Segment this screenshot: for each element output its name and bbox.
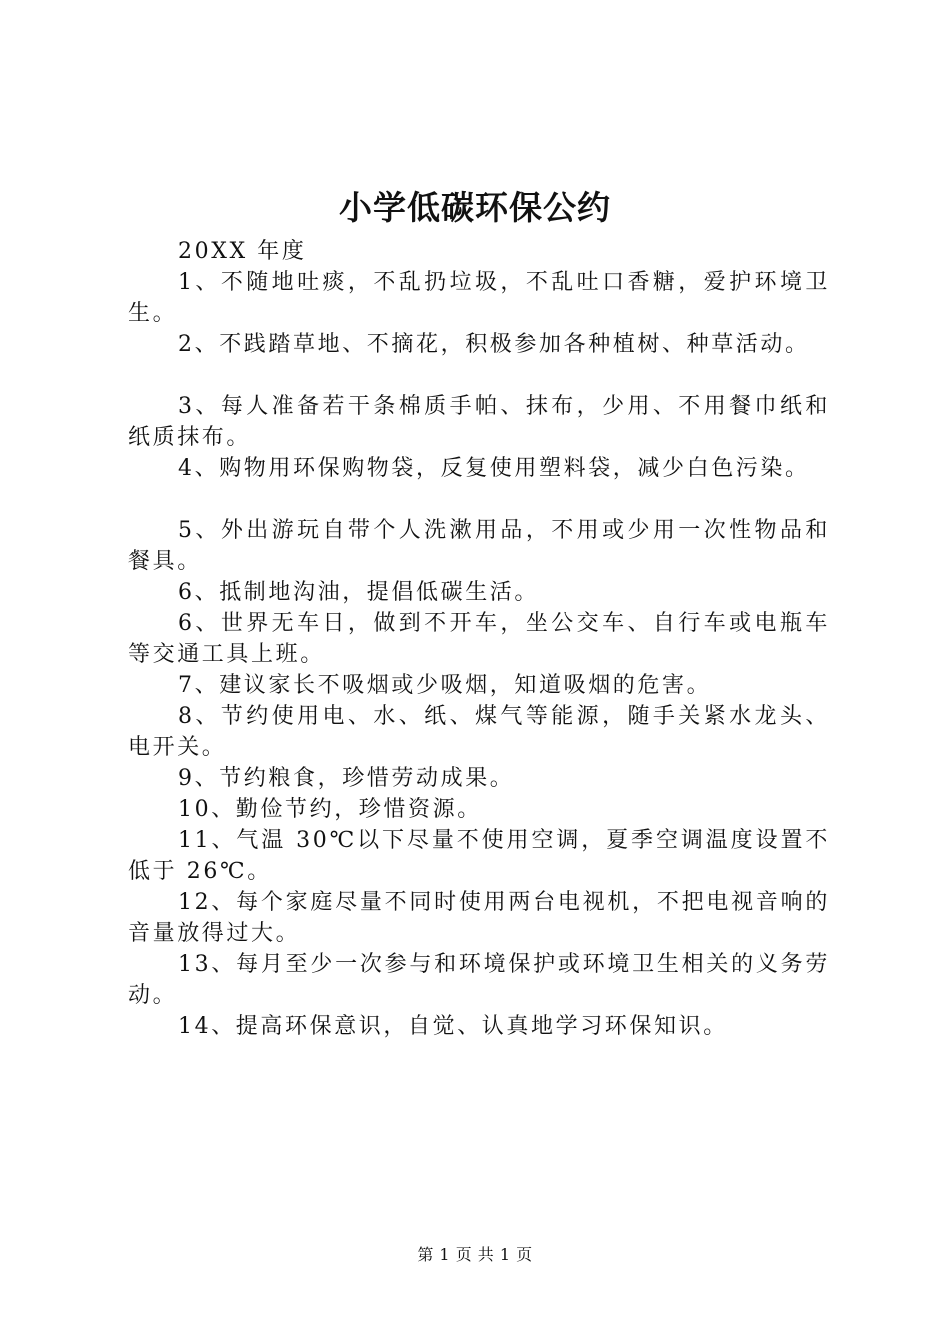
pledge-item-3: 3、每人准备若干条棉质手帕、抹布，少用、不用餐巾纸和纸质抹布。	[128, 394, 830, 450]
pledge-item-8: 8、节约使用电、水、纸、煤气等能源，随手关紧水龙头、电开关。	[128, 704, 830, 760]
pledge-item-12: 12、每个家庭尽量不同时使用两台电视机，不把电视音响的音量放得过大。	[128, 890, 830, 946]
pledge-item-9: 9、节约粮食，珍惜劳动成果。	[178, 766, 515, 791]
pledge-item-6b: 6、世界无车日，做到不开车，坐公交车、自行车或电瓶车等交通工具上班。	[128, 611, 830, 667]
pledge-item-1: 1、不随地吐痰，不乱扔垃圾，不乱吐口香糖，爱护环境卫生。	[128, 270, 830, 326]
document-title: 小学低碳环保公约	[339, 188, 611, 227]
page-footer: 第 1 页 共 1 页	[417, 1245, 533, 1264]
pledge-item-4: 4、购物用环保购物袋，反复使用塑料袋，减少白色污染。	[178, 456, 810, 481]
pledge-item-7: 7、建议家长不吸烟或少吸烟，知道吸烟的危害。	[178, 673, 712, 698]
pledge-item-14: 14、提高环保意识，自觉、认真地学习环保知识。	[178, 1014, 728, 1039]
document-body	[128, 236, 830, 1042]
pledge-item-5: 5、外出游玩自带个人洗漱用品，不用或少用一次性物品和餐具。	[128, 518, 830, 574]
pledge-item-13: 13、每月至少一次参与和环境保护或环境卫生相关的义务劳动。	[128, 952, 830, 1008]
pledge-item-11: 11、气温 30℃以下尽量不使用空调，夏季空调温度设置不低于 26℃。	[128, 828, 830, 884]
pledge-item-2: 2、不践踏草地、不摘花，积极参加各种植树、种草活动。	[178, 332, 810, 357]
pledge-item-10: 10、勤俭节约，珍惜资源。	[178, 797, 482, 822]
pledge-item-6a: 6、抵制地沟油，提倡低碳生活。	[178, 580, 539, 605]
year-line: 20XX 年度	[178, 239, 307, 264]
